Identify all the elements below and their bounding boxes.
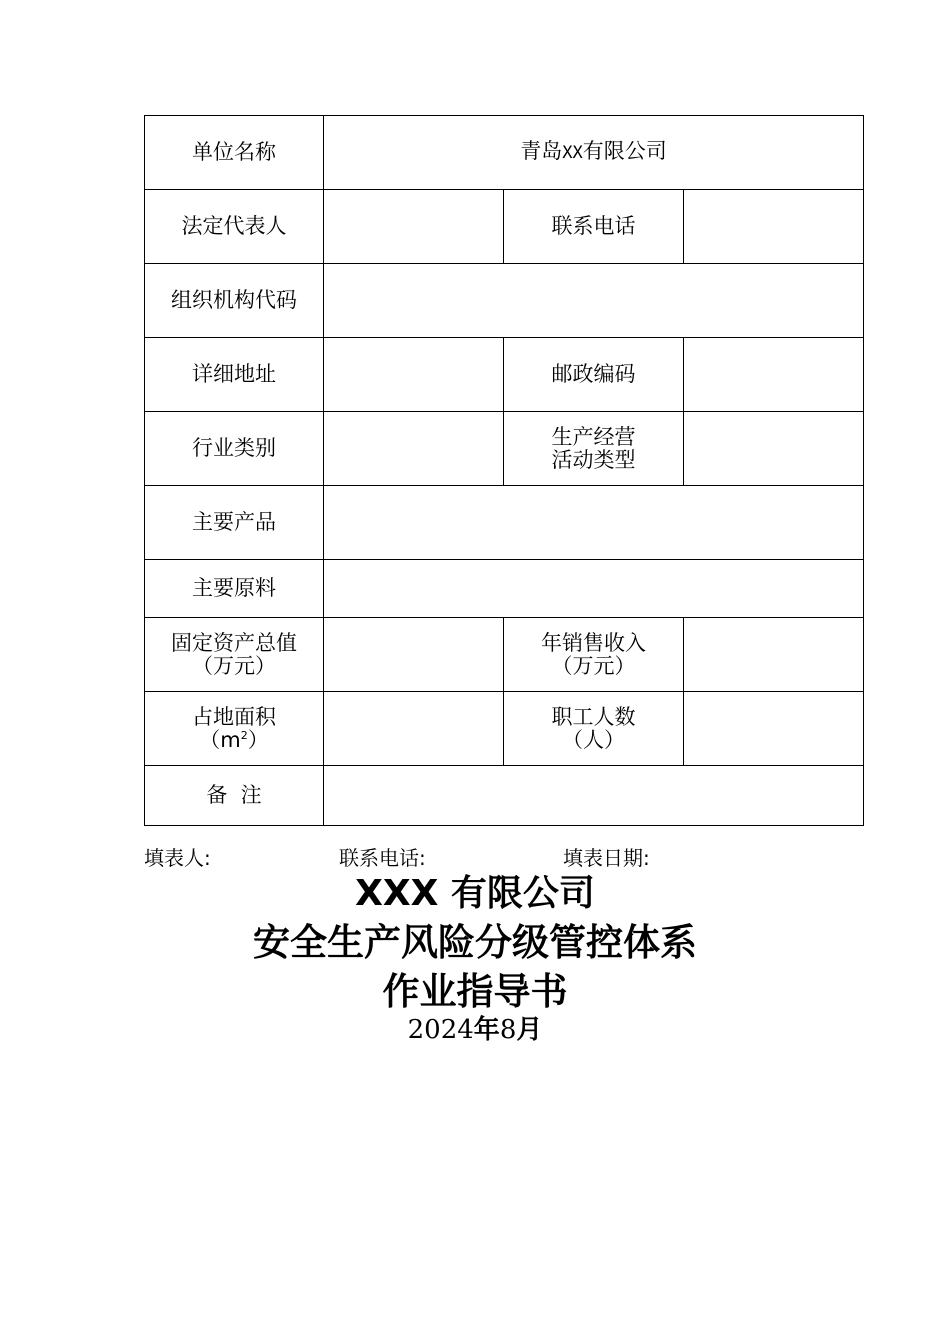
annual-revenue-label — [504, 618, 684, 692]
activity-type-value[interactable] — [684, 412, 864, 486]
activity-type-label-line2: 活动类型 — [551, 447, 636, 472]
fixed-assets-value[interactable] — [324, 618, 504, 692]
industry-value[interactable] — [324, 412, 504, 486]
table-row — [145, 618, 864, 692]
org-code-value[interactable] — [324, 264, 864, 338]
activity-type-label — [504, 412, 684, 486]
date-month: 8 — [499, 1015, 517, 1045]
area-label-line1: 占地面积 — [192, 704, 276, 729]
table-row — [145, 190, 864, 264]
unit-name-value[interactable] — [324, 116, 864, 190]
industry-label: 行业类别 — [145, 412, 324, 486]
fixed-assets-label-line1: 固定资产总值 — [171, 630, 297, 655]
main-materials-label: 主要原料 — [145, 560, 324, 618]
table-row — [145, 486, 864, 560]
org-code-label: 组织机构代码 — [145, 264, 324, 338]
fixed-assets-label-line2: （万元） — [192, 653, 276, 678]
area-label — [145, 692, 324, 766]
staff-count-label — [504, 692, 684, 766]
date-year-char: 年 — [473, 1015, 500, 1045]
unit-name-suffix: 有限公司 — [582, 139, 667, 163]
table-row — [145, 692, 864, 766]
address-label: 详细地址 — [145, 338, 324, 412]
legal-rep-value[interactable] — [324, 190, 504, 264]
annual-revenue-value[interactable] — [684, 618, 864, 692]
postcode-value[interactable] — [684, 338, 864, 412]
company-info-table — [144, 115, 864, 826]
form-footer — [144, 842, 863, 868]
remarks-value[interactable] — [324, 766, 864, 826]
document-date — [0, 1014, 950, 1046]
main-products-value[interactable] — [324, 486, 864, 560]
area-unit-open: （m — [199, 727, 241, 752]
address-value[interactable] — [324, 338, 504, 412]
table-row — [145, 116, 864, 190]
system-title: 安全生产风险分级管控体系 — [253, 921, 697, 964]
phone-value[interactable] — [684, 190, 864, 264]
fixed-assets-label — [145, 618, 324, 692]
filler-label: 填表人: — [144, 846, 211, 870]
date-month-char: 月 — [516, 1015, 543, 1045]
annual-revenue-label-line2: （万元） — [551, 653, 636, 678]
phone-label: 联系电话 — [504, 190, 684, 264]
table-row — [145, 560, 864, 618]
area-unit-sup: 2 — [240, 728, 248, 742]
staff-count-label-line1: 职工人数 — [551, 704, 636, 729]
date-year: 2024 — [407, 1015, 474, 1045]
annual-revenue-label-line1: 年销售收入 — [541, 630, 646, 655]
table-row — [145, 412, 864, 486]
table-row — [145, 338, 864, 412]
activity-type-label-line1: 生产经营 — [551, 424, 636, 449]
legal-rep-label: 法定代表人 — [145, 190, 324, 264]
guide-title: 作业指导书 — [382, 970, 568, 1013]
remarks-label: 备 注 — [145, 766, 324, 826]
unit-name-label: 单位名称 — [145, 116, 324, 190]
contact-phone-label: 联系电话: — [339, 846, 426, 870]
area-value[interactable] — [324, 692, 504, 766]
main-products-label: 主要产品 — [145, 486, 324, 560]
unit-name-prefix: 青岛 — [520, 139, 563, 163]
table-row — [145, 766, 864, 826]
company-title: XXX 有限公司 — [355, 873, 595, 914]
staff-count-value[interactable] — [684, 692, 864, 766]
postcode-label: 邮政编码 — [504, 338, 684, 412]
unit-name-xx: XX — [562, 143, 583, 163]
main-materials-value[interactable] — [324, 560, 864, 618]
table-row — [145, 264, 864, 338]
staff-count-label-line2: （人） — [562, 727, 625, 752]
area-unit-close: ） — [247, 727, 269, 752]
area-label-line2 — [145, 729, 323, 752]
fill-date-label: 填表日期: — [563, 846, 650, 870]
